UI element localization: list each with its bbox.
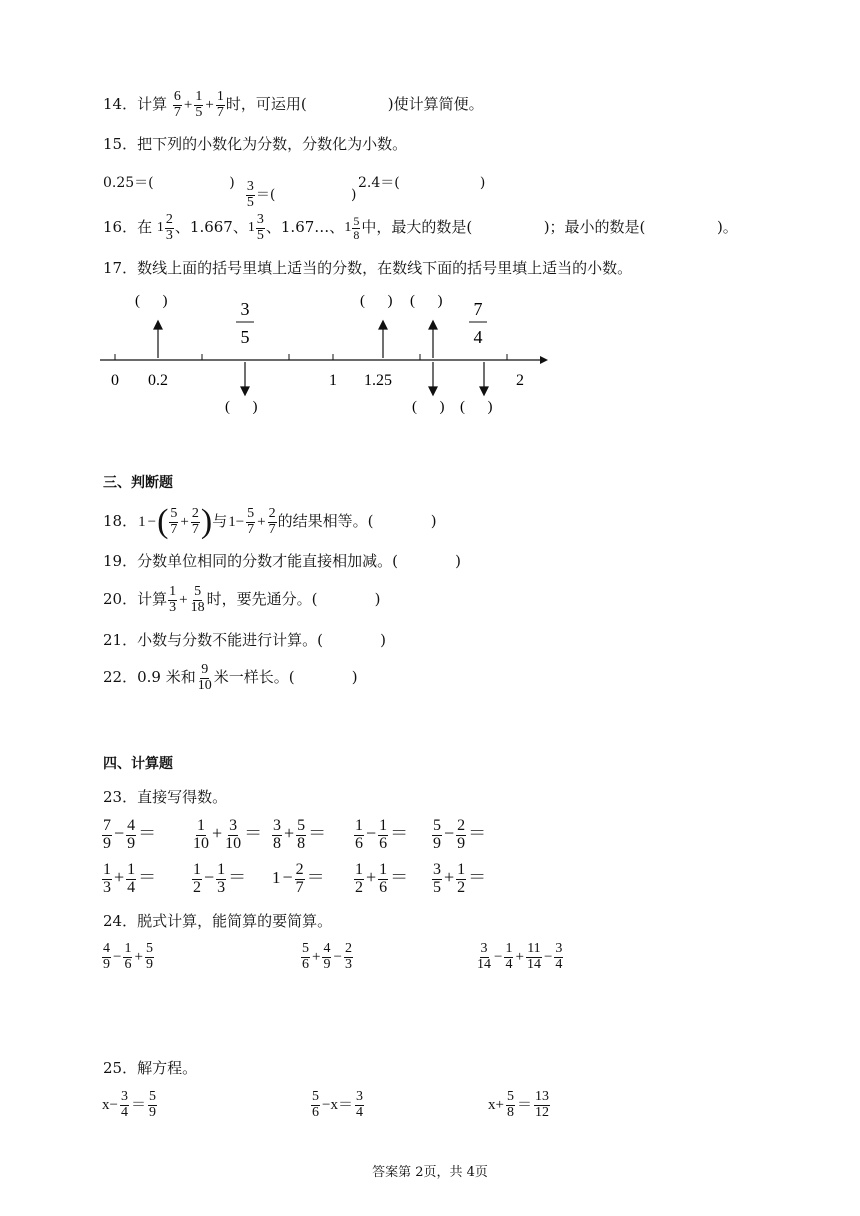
operator: ＝ <box>138 823 157 844</box>
tick-label: 0 <box>111 372 119 389</box>
question-16: 16．在 1 $\frac{2}{3}$ 、1.667、 1 $\frac{3}{5}$ 、1.67…、 1 $\frac{5}{8}$ 中，最大的数是( )；最小的数是( )。 <box>103 212 738 243</box>
operator: ＝ <box>468 823 487 844</box>
q23-expression <box>353 818 409 853</box>
fraction: $\frac{4}{9}$ <box>127 817 136 852</box>
fraction: $\frac{3}{8}$ <box>273 817 281 852</box>
q23-expression <box>191 862 247 897</box>
tick-label: 2 <box>516 372 524 389</box>
question-21: 21．小数与分数不能进行计算。( ) <box>103 631 387 649</box>
fraction: $\frac{5}{6}$ <box>312 1089 319 1120</box>
operator: − <box>543 949 553 966</box>
question-22: 22．0.9 米和 $\frac{9}{10}$ 米一样长。( ) <box>103 662 358 693</box>
fraction: $\frac{5}{8}$ <box>297 817 306 852</box>
fraction: $\frac{5}{9}$ <box>148 1089 156 1120</box>
answer-paren[interactable]: ( ) <box>360 293 393 309</box>
question-20: 20．计算 $\frac{1}{3}$ + $\frac{5}{18}$ 时，要先通分。( ) <box>103 584 381 615</box>
fraction: $\frac{5}{9}$ <box>433 817 441 852</box>
answer-paren[interactable]: ( ) <box>225 399 258 415</box>
operator: ＝ <box>244 823 263 844</box>
operator: + <box>212 823 223 844</box>
q24-expression-3 <box>475 942 564 972</box>
fraction-numerator: 3 <box>240 299 250 319</box>
fraction-denominator: 4 <box>473 327 483 347</box>
q15-item-c[interactable]: 2.4＝( ) <box>358 175 486 191</box>
operator: ＝ <box>308 823 327 844</box>
operator: − <box>113 949 122 966</box>
question-15: 15．把下列的小数化为分数，分数化为小数。 <box>103 135 408 153</box>
fraction: $\frac{1}{3}$ <box>103 861 111 896</box>
fraction: $\frac{1}{6}$ <box>379 817 388 852</box>
answer-blank[interactable] <box>398 552 455 570</box>
question-14: 14．计算 $\frac{6}{7}$ + $\frac{1}{5}$ + $\frac{1}{7}$ 时，可运用( )使计算简便。 <box>103 89 484 120</box>
operator: ＝ <box>306 867 325 888</box>
axis-arrow-icon <box>540 356 548 364</box>
fraction: $\frac{1}{4}$ <box>505 941 513 972</box>
fraction: $\frac{2}{3}$ <box>344 941 352 972</box>
operator: + <box>515 949 524 966</box>
q23-expression <box>271 818 327 853</box>
fraction: $\frac{2}{7}$ <box>295 861 304 896</box>
fraction: $\frac{3}{4}$ <box>120 1089 128 1120</box>
operator: − <box>444 823 455 844</box>
q23-expression <box>431 862 487 897</box>
q23-expression <box>271 862 326 897</box>
fraction: $\frac{1}{3}$ <box>217 861 226 896</box>
operator: + <box>444 867 455 888</box>
operator: ＝ <box>468 867 487 888</box>
answer-blank[interactable] <box>295 668 352 686</box>
answer-paren[interactable]: ( ) <box>460 399 493 415</box>
question-17: 17．数线上面的括号里填上适当的分数，在数线下面的括号里填上适当的小数。 <box>103 259 633 277</box>
q23-expression <box>101 818 157 853</box>
section-title-judgment: 三、判断题 <box>103 475 173 491</box>
fraction: $\frac{3}{10}$ <box>225 817 242 852</box>
q15-item-b[interactable]: $\frac{3}{5}$ ＝( ) <box>246 179 357 210</box>
fraction: $\frac{1}{10}$ <box>193 817 209 852</box>
operator: x+ <box>488 1097 504 1114</box>
fraction: $\frac{1}{6}$ <box>124 941 132 972</box>
answer-blank-max[interactable] <box>472 218 544 236</box>
answer-paren[interactable]: ( ) <box>135 293 168 309</box>
fraction: $\frac{1}{6}$ <box>379 861 388 896</box>
answer-blank[interactable] <box>323 631 380 649</box>
question-18: 18．1 −( $\frac{5}{7}$ + $\frac{2}{7}$ )与1− $\frac{5}{7}$ + $\frac{2}{7}$ 的结果相等。( ) <box>103 503 437 540</box>
q15-item-a[interactable]: 0.25＝( ) <box>103 175 235 191</box>
fraction-numerator: 7 <box>473 299 483 319</box>
fraction: $\frac{5}{6}$ <box>302 941 309 972</box>
number: 1 <box>272 868 281 888</box>
question-23: 23．直接写得数。 <box>103 788 228 806</box>
page-footer: 答案第 2页，共 4页 <box>372 1165 488 1180</box>
operator: + <box>366 867 377 888</box>
q25-equation-1 <box>101 1090 158 1120</box>
fraction: $\frac{11}{14}$ <box>526 941 541 972</box>
operator: ＝ <box>390 823 409 844</box>
operator: ＝ <box>130 1097 146 1114</box>
answer-blank[interactable] <box>374 512 431 530</box>
fraction: $\frac{5}{8}$ <box>506 1089 514 1120</box>
fraction: $\frac{4}{9}$ <box>103 941 110 972</box>
fraction: $\frac{6}{7}$ <box>173 89 181 120</box>
fraction: $\frac{3}{4}$ <box>355 1089 363 1120</box>
operator: ＝ <box>228 867 247 888</box>
q24-expression-1 <box>101 942 155 972</box>
fraction: $\frac{2}{9}$ <box>457 817 466 852</box>
answer-paren[interactable]: ( ) <box>410 293 443 309</box>
tick-label: 1 <box>329 372 337 389</box>
q25-equation-3 <box>487 1090 551 1120</box>
operator: + <box>134 949 143 966</box>
question-25: 25．解方程。 <box>103 1059 198 1077</box>
fraction: $\frac{3}{14}$ <box>477 941 491 972</box>
tick-label: 1.25 <box>364 372 392 389</box>
fraction: $\frac{3}{4}$ <box>555 941 563 972</box>
tick-label: 0.2 <box>148 372 168 389</box>
operator: + <box>312 949 321 966</box>
fraction: $\frac{7}{9}$ <box>103 817 111 852</box>
answer-blank[interactable] <box>307 95 388 113</box>
operator: x− <box>102 1097 118 1114</box>
fraction: $\frac{3}{5}$ <box>433 861 441 896</box>
fraction: $\frac{1}{2}$ <box>457 861 466 896</box>
operator: − <box>204 867 215 888</box>
q23-expression <box>353 862 409 897</box>
answer-paren[interactable]: ( ) <box>412 399 445 415</box>
answer-blank[interactable] <box>317 590 374 608</box>
q23-expression <box>101 862 157 897</box>
operator: − <box>114 823 125 844</box>
q23-expression <box>431 818 487 853</box>
number-line <box>0 285 860 425</box>
fraction-denominator: 5 <box>240 327 250 347</box>
fraction: $\frac{5}{9}$ <box>145 941 153 972</box>
section-title-calculation: 四、计算题 <box>103 756 173 772</box>
operator: ＝ <box>516 1097 532 1114</box>
fraction: $\frac{1}{4}$ <box>127 861 136 896</box>
answer-blank-min[interactable] <box>645 218 717 236</box>
operator: −x＝ <box>322 1097 353 1114</box>
fraction: $\frac{1}{2}$ <box>355 861 363 896</box>
operator: − <box>366 823 377 844</box>
operator: + <box>284 823 295 844</box>
q24-expression-2 <box>300 942 354 972</box>
operator: + <box>114 867 125 888</box>
question-19: 19．分数单位相同的分数才能直接相加减。( ) <box>103 552 462 570</box>
operator: − <box>333 949 342 966</box>
question-24: 24．脱式计算，能简算的要简算。 <box>103 912 333 930</box>
q23-expression <box>191 818 263 853</box>
operator: − <box>282 867 293 888</box>
fraction: $\frac{13}{12}$ <box>534 1089 549 1120</box>
operator: ＝ <box>390 867 409 888</box>
fraction: $\frac{1}{2}$ <box>193 861 201 896</box>
q25-equation-2 <box>310 1090 365 1120</box>
operator: − <box>494 949 503 966</box>
fraction: $\frac{4}{9}$ <box>323 941 331 972</box>
operator: ＝ <box>138 867 157 888</box>
fraction: $\frac{1}{6}$ <box>355 817 363 852</box>
